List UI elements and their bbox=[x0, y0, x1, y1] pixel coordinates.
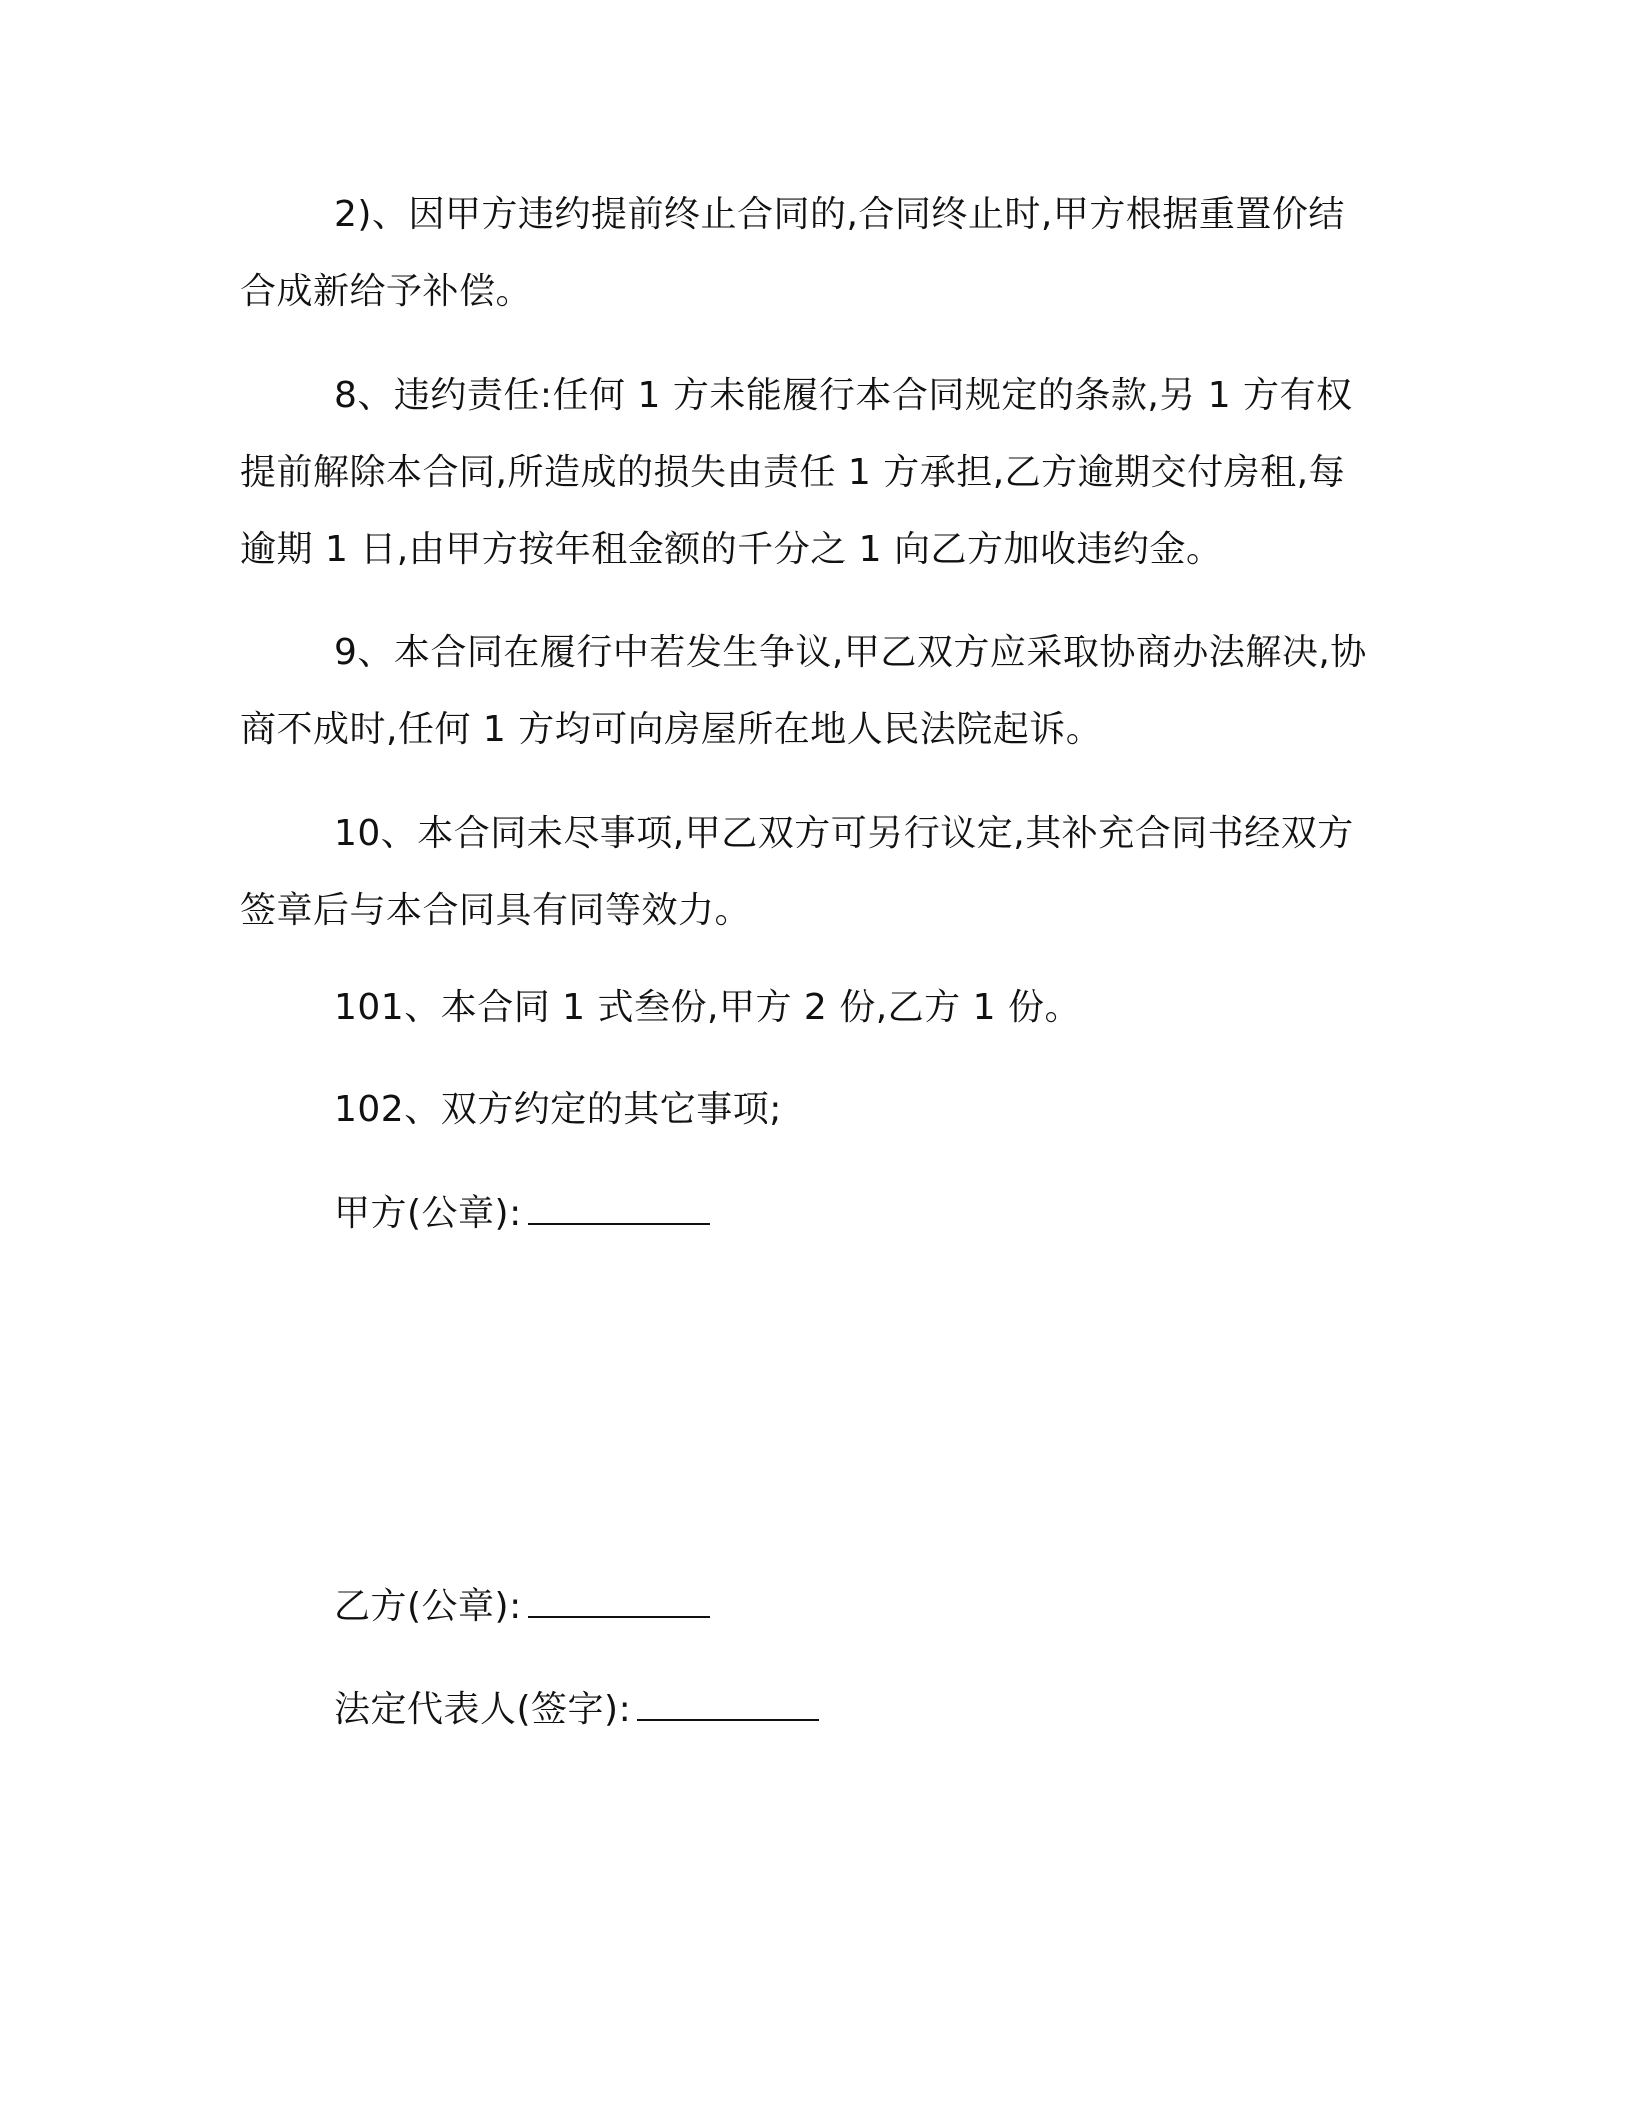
legal-rep-signature-blank bbox=[637, 1683, 819, 1721]
signature-party-a bbox=[334, 1187, 710, 1239]
signature-party-b bbox=[334, 1580, 710, 1632]
party-b-signature-blank bbox=[528, 1580, 710, 1618]
paragraph-dispute-resolution: 9、本合同在履行中若发生争议,甲乙双方应采取协商办法解决,协商不成时,任何 1 方均可向房屋所在地人民法院起诉。 bbox=[240, 632, 1367, 750]
paragraph-copies: 101、本合同 1 式叁份,甲方 2 份,乙方 1 份。 bbox=[334, 987, 1081, 1028]
party-b-label: 乙方(公章): bbox=[334, 1586, 522, 1627]
paragraph-breach-liability: 8、违约责任:任何 1 方未能履行本合同规定的条款,另 1 方有权提前解除本合同,所造成的损失由责任 1 方承担,乙方逾期交付房租,每逾期 1 日,由甲方按年租金额的千分之 1 向乙方加收违约金。 bbox=[240, 375, 1353, 570]
party-a-label: 甲方(公章): bbox=[334, 1193, 522, 1234]
legal-rep-label: 法定代表人(签字): bbox=[334, 1689, 632, 1730]
party-a-signature-blank bbox=[528, 1187, 710, 1225]
paragraph-other-matters: 102、双方约定的其它事项; bbox=[334, 1089, 782, 1130]
paragraph-supplementary-matters: 10、本合同未尽事项,甲乙双方可另行议定,其补充合同书经双方签章后与本合同具有同等效力。 bbox=[240, 813, 1354, 931]
signature-legal-representative bbox=[334, 1683, 819, 1735]
paragraph-termination-compensation: 2)、因甲方违约提前终止合同的,合同终止时,甲方根据重置价结合成新给予补偿。 bbox=[240, 194, 1345, 312]
